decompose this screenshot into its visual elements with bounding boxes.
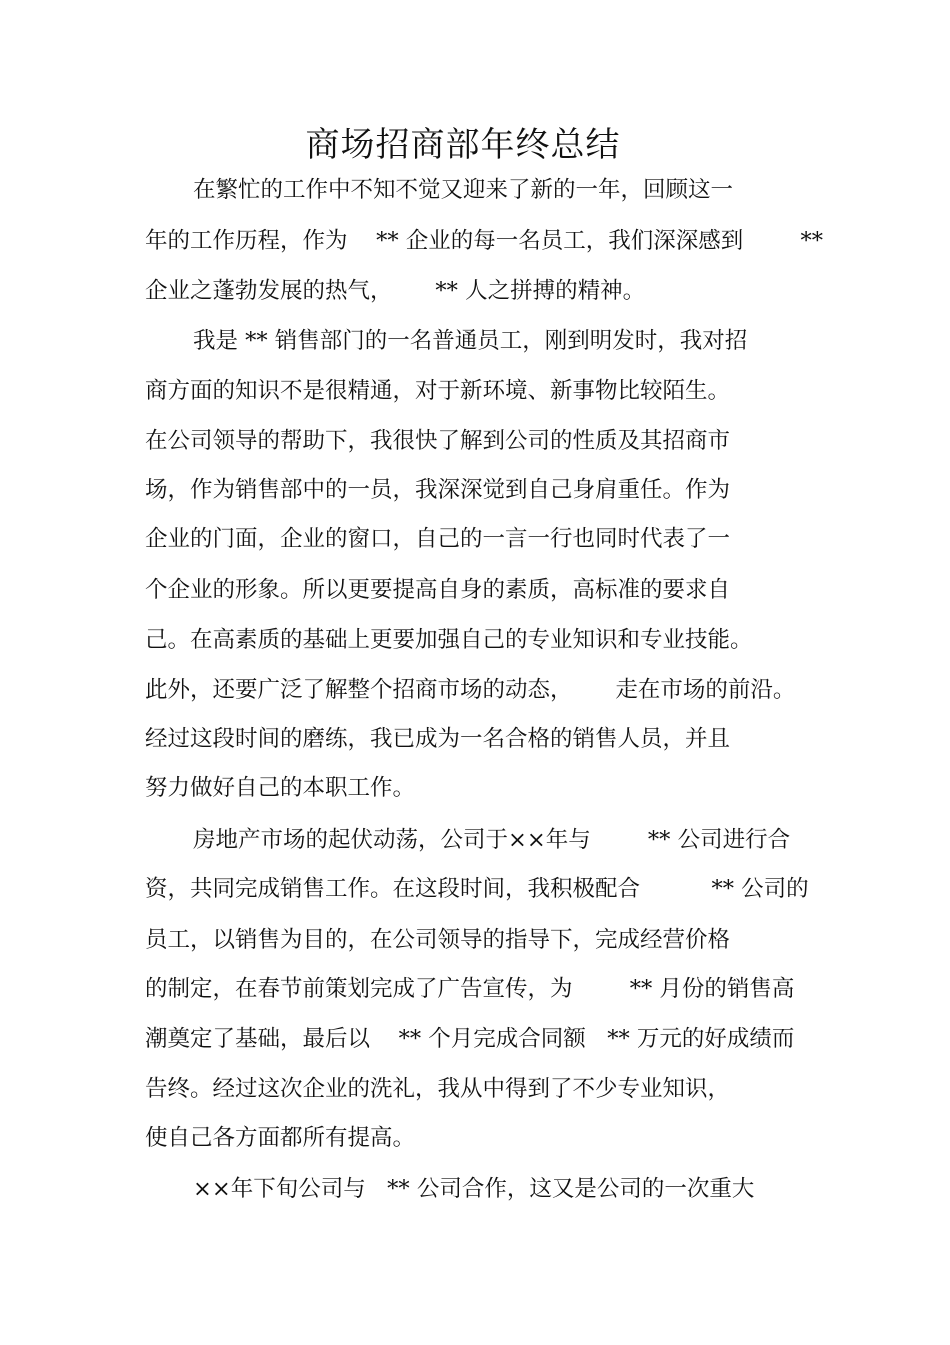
paragraph-line: 经过这段时间的磨练，我已成为一名合格的销售人员，并且 bbox=[145, 726, 731, 752]
paragraph-line: 使自己各方面都所有提高。 bbox=[145, 1125, 416, 1151]
paragraph-line: 我是 ** 销售部门的一名普通员工，刚到明发时，我对招 bbox=[193, 328, 748, 354]
paragraph-line: 商方面的知识不是很精通，对于新环境、新事物比较陌生。 bbox=[145, 378, 731, 404]
document-title: 商场招商部年终总结 bbox=[305, 125, 621, 165]
paragraph-line: 年的工作历程，作为 ** 企业的每一名员工，我们深深感到 ** bbox=[145, 228, 823, 254]
paragraph-line: 此外，还要广泛了解整个招商市场的动态， 走在市场的前沿。 bbox=[145, 677, 796, 703]
paragraph-line: 房地产市场的起伏动荡，公司于××年与 ** 公司进行合 bbox=[193, 827, 791, 853]
paragraph-line: 企业之蓬勃发展的热气， ** 人之拼搏的精神。 bbox=[145, 278, 646, 304]
paragraph-line: 己。在高素质的基础上更要加强自己的专业知识和专业技能。 bbox=[145, 627, 753, 653]
paragraph-line: 场，作为销售部中的一员，我深深觉到自己身肩重任。作为 bbox=[145, 477, 731, 503]
paragraph-line: 潮奠定了基础，最后以 ** 个月完成合同额 ** 万元的好成绩而 bbox=[145, 1026, 795, 1052]
paragraph-line: 个企业的形象。所以更要提高自身的素质，高标准的要求自 bbox=[145, 577, 731, 603]
paragraph-line: 在公司领导的帮助下，我很快了解到公司的性质及其招商市 bbox=[145, 428, 731, 454]
paragraph-line: 的制定，在春节前策划完成了广告宣传，为 ** 月份的销售高 bbox=[145, 976, 795, 1002]
paragraph-line: 努力做好自己的本职工作。 bbox=[145, 775, 416, 801]
paragraph-line: ××年下旬公司与 ** 公司合作，这又是公司的一次重大 bbox=[193, 1176, 755, 1202]
paragraph-line: 资，共同完成销售工作。在这段时间，我积极配合 ** 公司的 bbox=[145, 876, 809, 902]
paragraph-line: 企业的门面，企业的窗口，自己的一言一行也同时代表了一 bbox=[145, 526, 731, 552]
paragraph-line: 员工，以销售为目的，在公司领导的指导下，完成经营价格 bbox=[145, 927, 731, 953]
paragraph-line: 告终。经过这次企业的洗礼，我从中得到了不少专业知识， bbox=[145, 1076, 731, 1102]
paragraph-line: 在繁忙的工作中不知不觉又迎来了新的一年，回顾这一 bbox=[193, 177, 734, 203]
